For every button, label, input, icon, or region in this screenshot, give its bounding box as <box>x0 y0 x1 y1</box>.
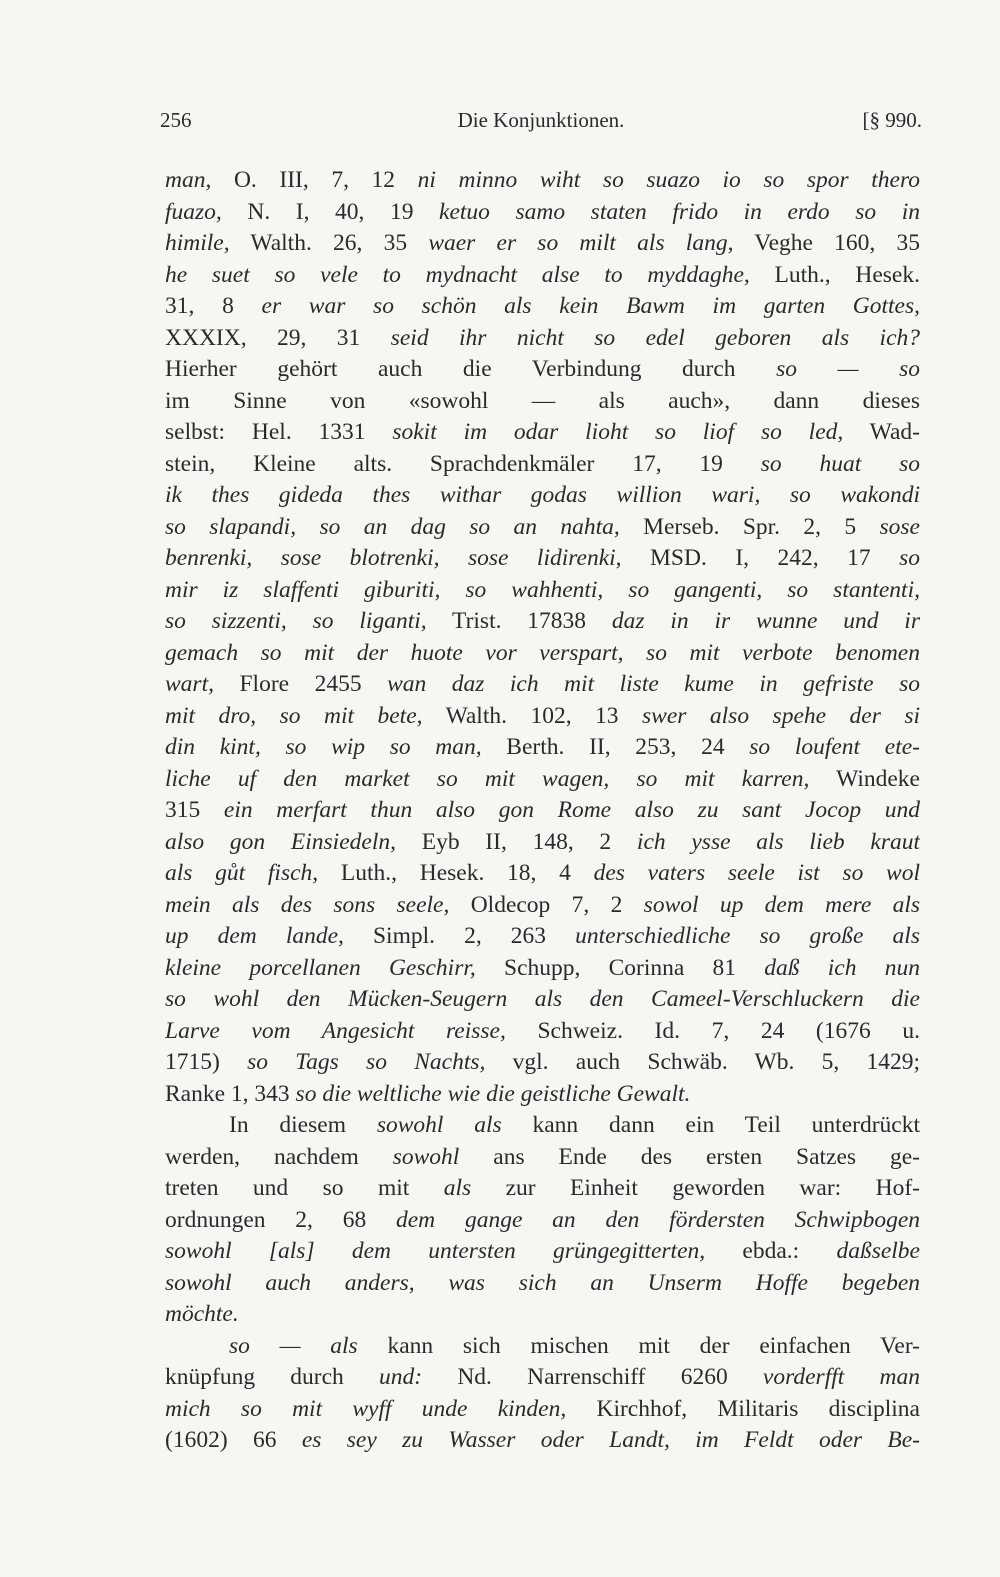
page-number: 256 <box>160 108 192 132</box>
text-segment: Hierher gehört auch die Verbindung durch <box>165 356 777 382</box>
italic-quote: so die weltliche wie die geistliche Gewalt. <box>295 1080 691 1107</box>
text-line <box>165 1142 920 1174</box>
text-line <box>165 1362 920 1394</box>
italic-quote: als <box>443 1175 472 1201</box>
italic-quote: ik thes gideda thes withar godas willion wari, so wakondi <box>165 482 920 508</box>
italic-quote: so wohl den Mücken-Seugern als den Cameel-Verschluckern die <box>165 986 920 1012</box>
italic-quote: waer er so milt als lang, <box>428 230 734 256</box>
text-segment: werden, nachdem <box>165 1143 393 1170</box>
text-segment: Walth. 102, 13 <box>422 702 643 729</box>
text-line <box>165 1173 920 1205</box>
text-segment: Simpl. 2, 263 <box>343 923 576 949</box>
running-title: Die Konjunktionen. <box>457 108 625 132</box>
text-line <box>165 858 920 890</box>
italic-quote: so — als <box>229 1332 358 1359</box>
text-line <box>165 732 920 764</box>
text-line <box>165 417 920 449</box>
text-segment: MSD. I, 242, 17 <box>621 545 900 571</box>
italic-quote: daß ich nun <box>764 954 920 981</box>
text-line <box>165 764 920 796</box>
text-segment: kann sich mischen mit der einfachen Ver- <box>357 1332 920 1359</box>
body-text <box>165 165 920 1457</box>
text-segment: 1715) <box>165 1049 248 1075</box>
text-segment: Veghe 160, 35 <box>733 230 920 256</box>
text-segment: XXXIX, 29, 31 <box>165 324 391 351</box>
text-segment: Nd. Narrenschiff 6260 <box>422 1364 763 1390</box>
text-line <box>165 260 920 292</box>
italic-quote: Larve vom Angesicht reisse, <box>165 1017 506 1044</box>
italic-quote: also gon Einsiedeln, <box>165 828 396 855</box>
italic-quote: so Tags so Nachts, <box>247 1049 486 1075</box>
italic-quote: es sey zu Wasser oder Landt, im Feldt oder Be- <box>301 1427 920 1453</box>
text-segment: Schweiz. Id. 7, 24 (1676 u. <box>505 1017 920 1044</box>
text-segment: Berth. II, 253, 24 <box>481 734 750 760</box>
italic-quote: ein merfart thun also gon Rome also zu sant Jocop und <box>223 797 920 823</box>
text-segment: Oldecop 7, 2 <box>449 891 644 918</box>
italic-quote: seid ihr nicht so edel geboren als ich? <box>390 324 920 351</box>
italic-quote: dem gange an den fördersten Schwipbogen <box>396 1206 920 1233</box>
text-line <box>165 1016 920 1048</box>
italic-quote: so loufent ete- <box>749 734 920 760</box>
italic-quote: daßselbe <box>836 1238 920 1264</box>
text-line <box>165 669 920 701</box>
text-segment: kann dann ein Teil unterdrückt <box>501 1112 920 1138</box>
italic-quote: liche uf den market so mit wagen, so mit karren, <box>165 765 810 792</box>
italic-quote: sowohl [als] dem untersten grüngegitterten, <box>165 1238 706 1264</box>
italic-quote: möchte. <box>165 1301 239 1327</box>
text-line <box>165 575 920 607</box>
text-segment: Walth. 26, 35 <box>229 230 429 256</box>
italic-quote: wan daz ich mit liste kume in gefriste so <box>387 671 920 697</box>
italic-quote: mit dro, so mit bete, <box>165 702 423 729</box>
italic-quote: so sizzenti, so liganti, <box>165 608 427 634</box>
text-line <box>165 1205 920 1237</box>
text-line <box>165 480 920 512</box>
text-segment: Windeke <box>809 765 920 792</box>
text-line <box>165 606 920 638</box>
italic-quote: wart, <box>165 671 214 697</box>
text-line <box>165 1110 920 1142</box>
italic-quote: sokit im odar lioht so liof so led, <box>392 419 844 445</box>
text-line <box>165 1268 920 1300</box>
italic-quote: he suet so vele to mydnacht alse to myddaghe, <box>165 261 750 288</box>
text-segment: (1602) 66 <box>165 1427 302 1453</box>
italic-quote: vorderfft man <box>762 1364 920 1390</box>
italic-quote: man, <box>165 167 212 193</box>
text-segment: knüpfung durch <box>165 1364 380 1390</box>
text-segment: N. I, 40, 19 <box>221 198 440 225</box>
text-segment: vgl. auch Schwäb. Wb. 5, 1429; <box>485 1049 920 1075</box>
text-line <box>165 1331 920 1363</box>
italic-quote: ni minno wiht so suazo io so spor thero <box>417 167 920 193</box>
italic-quote: swer also spehe der si <box>642 702 920 729</box>
italic-quote: kleine porcellanen Geschirr, <box>165 954 476 981</box>
text-line <box>165 1299 920 1331</box>
text-segment: ans Ende des ersten Satzes ge- <box>459 1143 920 1170</box>
text-line <box>165 386 920 418</box>
text-line <box>165 638 920 670</box>
italic-quote: sowohl auch anders, was sich an Unserm Hoffe begeben <box>165 1269 920 1296</box>
text-segment: ordnungen 2, 68 <box>165 1206 396 1233</box>
italic-quote: daz in ir wunne und ir <box>611 608 920 634</box>
italic-quote: sose <box>879 513 920 540</box>
text-line <box>165 984 920 1016</box>
italic-quote: sowol up dem mere als <box>643 891 920 918</box>
text-line <box>165 1079 920 1111</box>
italic-quote: mein als des sons seele, <box>165 891 450 918</box>
text-segment: treten und so mit <box>165 1175 444 1201</box>
italic-quote: mir iz slaffenti giburiti, so wahhenti, so gangenti, so stantenti, <box>165 576 920 603</box>
italic-quote: up dem lande, <box>165 923 344 949</box>
italic-quote: des vaters seele ist so wol <box>593 860 920 886</box>
text-segment: ebda.: <box>705 1238 837 1264</box>
text-line <box>165 512 920 544</box>
italic-quote: so slapandi, so an dag so an nahta, <box>165 513 620 540</box>
text-line <box>165 354 920 386</box>
italic-quote: ketuo samo staten frido in erdo so in <box>439 198 920 225</box>
text-line <box>165 921 920 953</box>
text-segment: Trist. 17838 <box>426 608 612 634</box>
text-segment: Kirchhof, Militaris disciplina <box>566 1395 920 1422</box>
text-segment: Luth., Hesek. <box>749 261 920 288</box>
text-line <box>165 1236 920 1268</box>
italic-quote: mich so mit wyff unde kinden, <box>165 1395 567 1422</box>
text-segment: Merseb. Spr. 2, 5 <box>619 513 880 540</box>
text-segment: Schupp, Corinna 81 <box>475 954 765 981</box>
italic-quote: fuazo, <box>165 198 222 225</box>
text-segment: im Sinne von «sowohl — als auch», dann dieses <box>165 387 920 414</box>
italic-quote: als gůt fisch, <box>165 860 319 886</box>
italic-quote: unterschiedliche so große als <box>575 923 920 949</box>
text-line <box>165 197 920 229</box>
text-segment: stein, Kleine alts. Sprachdenkmäler 17, 19 <box>165 450 761 477</box>
text-line <box>165 953 920 985</box>
text-line <box>165 701 920 733</box>
text-line <box>165 228 920 260</box>
text-segment: 31, 8 <box>165 293 262 319</box>
italic-quote: so huat so <box>760 450 920 477</box>
text-segment: O. III, 7, 12 <box>211 167 418 193</box>
text-line <box>165 291 920 323</box>
text-line <box>165 890 920 922</box>
text-segment: selbst: Hel. 1331 <box>165 419 393 445</box>
text-segment: In diesem <box>229 1112 377 1138</box>
text-line <box>165 1394 920 1426</box>
text-segment: Ranke 1, 343 <box>165 1080 296 1107</box>
italic-quote: sowohl als <box>376 1112 502 1138</box>
text-line <box>165 1047 920 1079</box>
italic-quote: din kint, so wip so man, <box>165 734 482 760</box>
text-segment: Wad- <box>843 419 920 445</box>
italic-quote: benrenki, sose blotrenki, sose lidirenki, <box>165 545 622 571</box>
text-line <box>165 165 920 197</box>
section-number: [§ 990. <box>862 108 922 132</box>
italic-quote: sowohl <box>392 1143 460 1170</box>
text-line <box>165 543 920 575</box>
text-segment: Eyb II, 148, 2 <box>395 828 637 855</box>
italic-quote: er war so schön als kein Bawm im garten Gottes, <box>261 293 920 319</box>
text-segment: zur Einheit geworden war: Hof- <box>471 1175 920 1201</box>
italic-quote: himile, <box>165 230 230 256</box>
text-line <box>165 827 920 859</box>
text-segment: 315 <box>165 797 224 823</box>
italic-quote: ich ysse als lieb kraut <box>636 828 920 855</box>
page-header <box>160 108 922 138</box>
italic-quote: so <box>899 545 920 571</box>
text-segment: Flore 2455 <box>213 671 388 697</box>
text-line <box>165 449 920 481</box>
italic-quote: und: <box>379 1364 423 1390</box>
italic-quote: gemach so mit der huote vor verspart, so mit verbote benomen <box>165 639 920 666</box>
text-line <box>165 323 920 355</box>
text-line <box>165 795 920 827</box>
text-line <box>165 1425 920 1457</box>
text-segment: Luth., Hesek. 18, 4 <box>318 860 594 886</box>
italic-quote: so — so <box>776 356 920 382</box>
